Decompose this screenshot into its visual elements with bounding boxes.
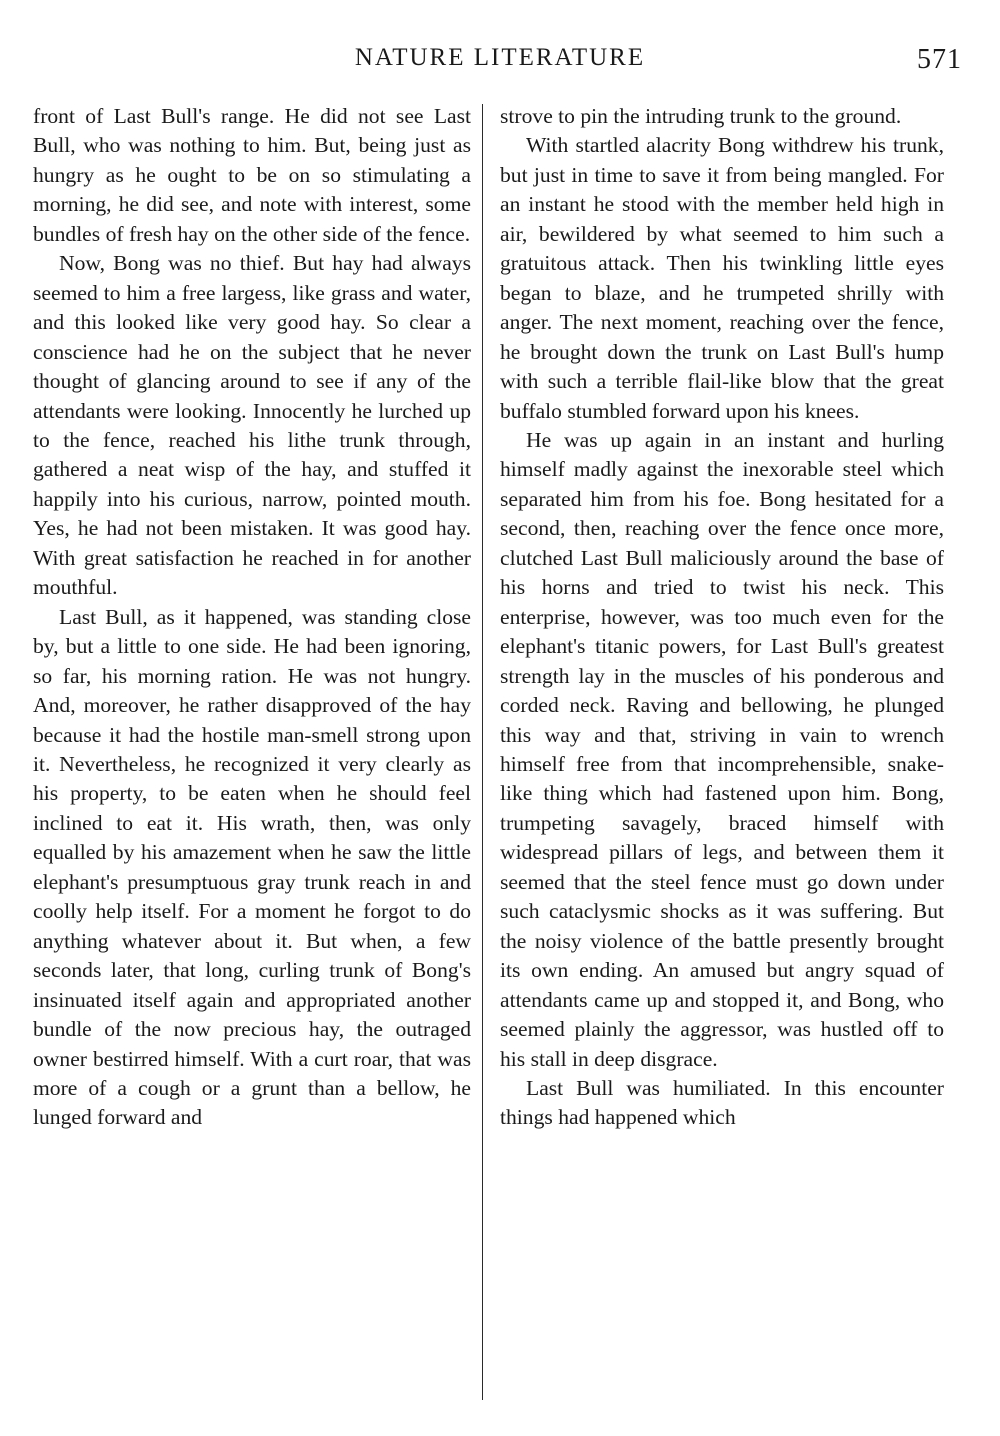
paragraph: strove to pin the intruding trunk to the ground. <box>500 104 902 128</box>
paragraph: Now, Bong was no thief. But hay had always seemed to him a free largess, like grass and water, and this looked like very good hay. So clear a conscience had he on the subject that he never thought of glancing around to see if any of the attendants were looking. Innocently he lurched up to the fence, reached his lithe trunk through, gathered a neat wisp of the hay, and stuffed it happily into his curious, narrow, pointed mouth. Yes, he had not been mistaken. It was good hay. With great satisfaction he reached in for another mouthful. <box>33 251 471 600</box>
paragraph: With startled alacrity Bong withdrew his trunk, but just in time to save it from being mangled. For an instant he stood with the member held high in air, bewildered by what seemed to him such a gratuitous attack. Then his twinkling little eyes began to blaze, and he trumpeted shrilly with anger. The next moment, reaching over the fence, he brought down the trunk on Last Bull's hump with such a terrible flail-like blow that the great buffalo stumbled forward upon his knees. <box>500 133 944 423</box>
paragraph: Last Bull was humiliated. In this encounter things had happened which <box>500 1075 944 1130</box>
running-head <box>0 44 1000 80</box>
column-divider <box>482 104 483 1400</box>
page-title: NATURE LITERATURE <box>354 44 646 71</box>
page-number: 571 <box>917 44 962 75</box>
right-column <box>500 102 944 1412</box>
left-column <box>33 102 471 1412</box>
paragraph: front of Last Bull's range. He did not see Last Bull, who was nothing to him. But, being just as hungry as he ought to be on so stimulating a morning, he did see, and note with interest, some bundles of fresh hay on the other side of the fence. <box>33 104 471 246</box>
paragraph: Last Bull, as it happened, was standing close by, but a little to one side. He had been ignoring, so far, his morning ration. He was not hungry. And, moreover, he rather disapproved of the hay because it had the hostile man-smell strong upon it. Nevertheless, he recognized it very clearly as his property, to be eaten when he should feel inclined to eat it. His wrath, then, was only equalled by his amazement when he saw the little elephant's presumptuous gray trunk reach in and coolly help itself. For a moment he forgot to do anything whatever about it. But when, a few seconds later, that long, curling trunk of Bong's insinuated itself again and appropriated another bundle of the now precious hay, the outraged owner bestirred himself. With a curt roar, that was more of a cough or a grunt than a bellow, he lunged forward and <box>33 604 471 1130</box>
paragraph: He was up again in an instant and hurling himself madly against the inexorable steel which separated him from his foe. Bong hesitated for a second, then, reaching over the fence once more, clutched Last Bull maliciously around the base of his horns and tried to twist his neck. This enterprise, however, was too much even for the elephant's titanic powers, for Last Bull's greatest strength lay in the muscles of his ponderous and corded neck. Raving and bellowing, he plunged this way and that, striving in vain to wrench himself free from that incomprehensible, snake-like thing which had fastened upon him. Bong, trumpeting savagely, braced himself with widespread pillars of legs, and between them it seemed that the steel fence must go down under such cataclysmic shocks as it was suffering. But the noisy violence of the battle presently brought its own ending. An amused but angry squad of attendants came up and stopped it, and Bong, who seemed plainly the aggressor, was hustled off to his stall in deep disgrace. <box>500 427 944 1071</box>
